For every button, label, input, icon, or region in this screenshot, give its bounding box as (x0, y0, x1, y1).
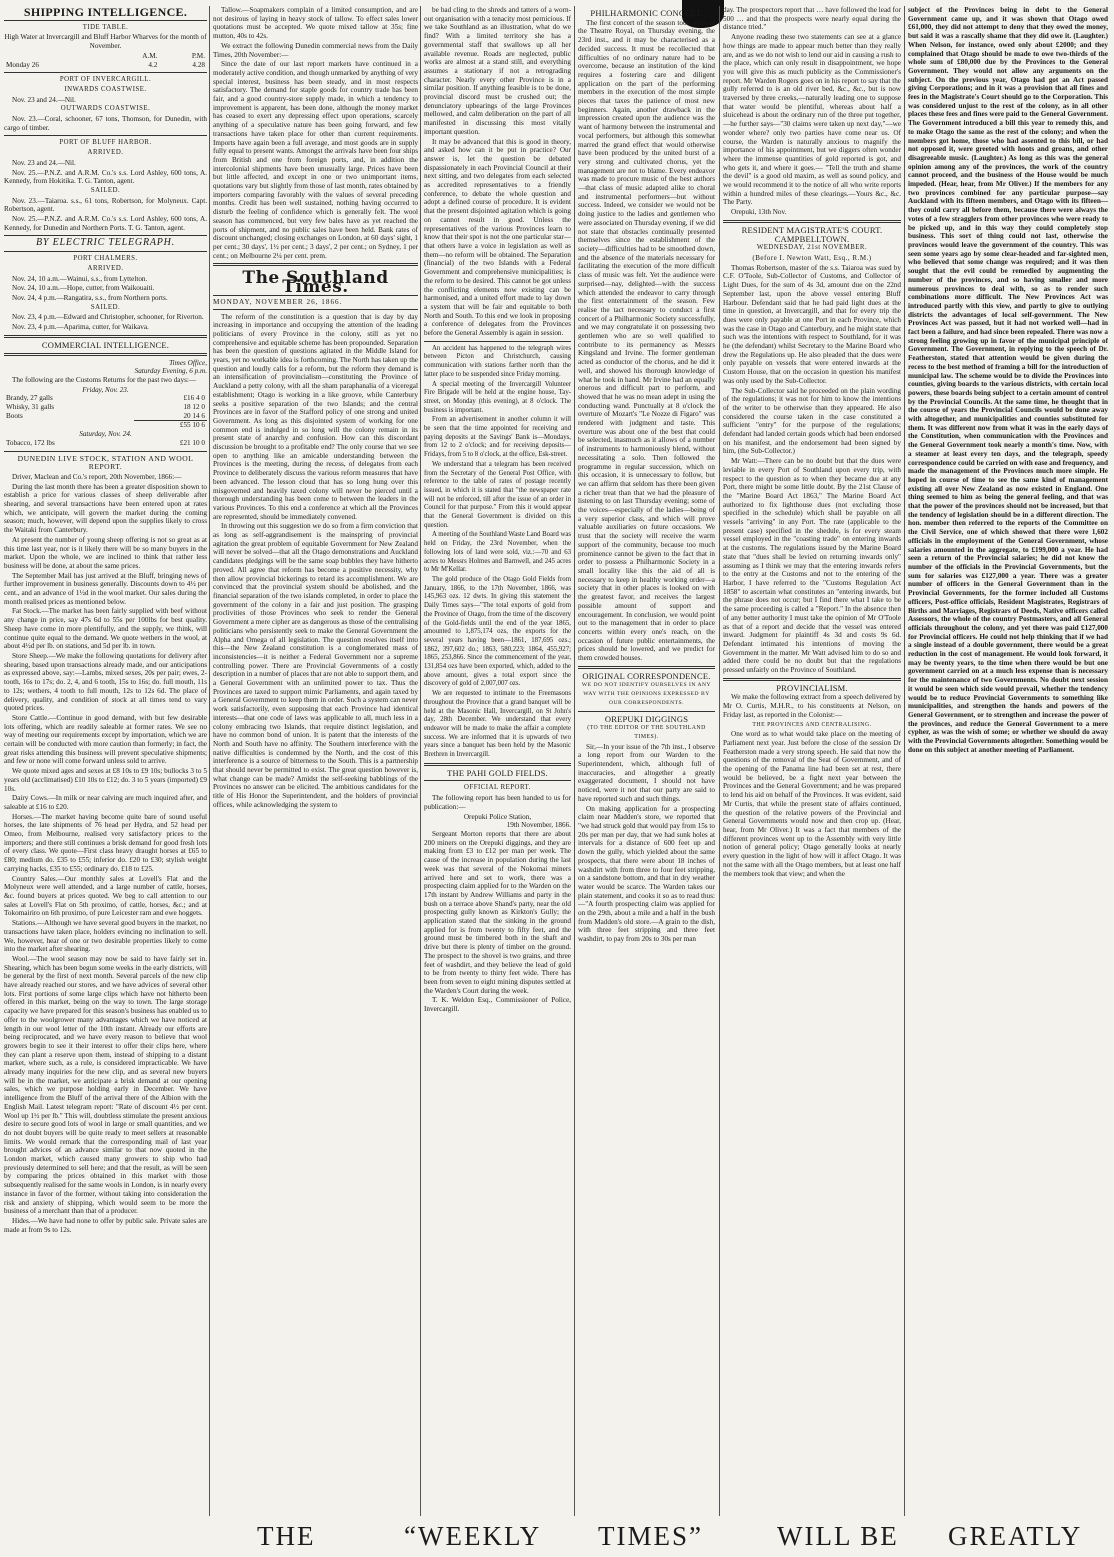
column-rule (209, 6, 210, 1516)
footer-word: GREATLY (948, 1521, 1083, 1551)
table-cell (4, 421, 134, 430)
provincialism-subheading: THE PROVINCES AND CENTRALISING. (752, 721, 872, 728)
pahi-subheading: OFFICIAL REPORT. (464, 784, 531, 792)
times-office: Times Office, (169, 358, 207, 367)
orepuki-to-editor: (TO THE EDITOR OF THE SOUTHLAND TIMES). (587, 725, 706, 740)
speech-continuation: subject of the Provinces being in debt to the General Government came up, and it was shown that Otago owed £61,000, they did not attempt to deny that they owed the money, but said it was a rascally shame that they did owe it. (Laughter.) When Nelson, for instance, owed only about £2000; and they complained that Otago should be made to owe two-thirds of the whole sum of £80,000 due by the Provinces to the General Government. They would not allow any arguments on the subject. On the previous year, Otago had got an Act passed giving Corporations; and in it was a provision that all fines and fees in the Magistrate's Court should go to the Corporation. This was considered unjust to the rest of the colony, as in all other places these fees and fines were paid to the General Government. The Government introduced a bill this year to remedy this, and to make Otago the same as the rest of the colony; and when the members got home, those who had assented to this bill, or had not opposed it, were greeted with hoots and groans, and other disagreeable music. (Laughter.) As long as this was the general opinion among any of the provinces, the work of the country cannot proceed, and the business of the House would be much impeded. (Hear, hear, from Mr Oliver.) If the members for any two provinces combined for any particular purpose—say Auckland with its fifteen members, and Otago with its fifteen—they could carry all before them, because there were always the votes of a few stragglers from other provinces who were ready to be picked up, and in this way they could completely stop business. This sort of thing could not last, otherwise the provinces would leave the government of the country. This was seen some years ago by some clear-headed and far-sighted men, who believed that some change was required; and it was then sought that the evil could be remedied by augmenting the number of the provinces, and so having smaller and more numerous provinces to deal with, so as to render such combinations more difficult. The New Provinces Act was introduced partly with this view, and partly to give to outlying districts the advantages of local self-government. The New Provinces Act was passed, but it had not worked well—had in fact been a failure, and had since been repealed. There was now a strong feeling growing up in favor of the municipal principle of Government. The Government, in replying to the speech of Dr. Featherston, stated that attention would be given during the recess to the best method of framing a bill for the introduction of municipal law. The scheme would be to divide the Provinces into counties, giving boards to the various districts, with certain local powers, these boards being subject to a certain amount of control by the Provincial Councils. At the same time, he thought that in the course of years the Provincial Councils would be done away with altogether, and municipalities and counties substituted for them. It was different now from what it was in the early days of the Constitution, when communication with the Provinces and the General Government took nearly a month's time. Now, with a steamer at least every ten days, and the telegraph, speedy correspondence could be carried on with ease and frequency, and made the management of the Provinces much more simple. He hoped in course of time to see the same kind of management existing all over New Zealand as now existed in England. One thing seemed to him as being the general feeling, and that was that the power of the provinces should not be increased, but that the tendency of legislation should be in a different direction. The hon. member then referred to the reports of the Committee on the Civil Service, one of which showed that there were 1,602 officials in the employment of the General Government, whose salaries amounted in the aggregate, to £199,000 a year. He had seen a return of the Provincial salaries; he did not know the number of the officials in the Provincial Governments, but the sum for salaries was £127,000 a year. There was a greater number of officers in the General Government than in the Provincial Governments, for the former included all Customs officers, Post-office officials, Resident Magistrates, Registrars of Births and Marriages, Registrars of Deeds, Native officers called Assessors, the whole of the country Postmasters, and all General officials throughout the colony, and yet there was paid £127,000 for Provincial officers. He could not help thinking that if we had a single instead of a double government, there would be a great reduction in the cost of management. He would look forward, it may be twenty years, to the time when there would be but one government carried on at a much less expense than is necessary for the maintenance of two Governments. No doubt next session it would be seen which side would prevail, whether the tendency would be to reduce Provincial Governments to something like municipalities, and strengthen the hands and powers of the General Government, or to strengthen and increase the power of the provinces, and reduce the General Government to a mere cypher, as was the wish of some; or whether we should do away with the Provincial Governments altogether. Something would be done on this subject at another meeting of Parliament. (908, 6, 1108, 754)
article-paragraph: Store Cattle.—Continue in good demand, with but few desirable lots offering, which are readily saleable at former rates. We see no way of meeting our requirements except by importation, which we are certain will be conducted with more caution than formerly; in fact, the great risks attending this business will prevent speculative shipments; and few or none will come forward unless sold to arrive. (4, 713, 207, 766)
shipping-entry: Nov. 23, 4 p.m.—Aparima, cutter, for Waikava. (12, 323, 149, 332)
philharmonic-heading: PHILHARMONIC CONCERT. (590, 8, 703, 18)
court-heading: RESIDENT MAGISTRATE'S COURT. CAMPBELLTOWN. (741, 224, 883, 244)
article-paragraph: During the last month there has been a greater disposition shown to establish a price for various classes of sheep deliverable after shearing, and several transactions have been entered upon at rates which, we anticipate, will govern the market during the coming season; much, however, will depend upon the supplies likely to cross the Waitaki from Canterbury. (4, 482, 207, 535)
article-paragraph: We quote mixed ages and sexes at £8 10s to £9 10s; bullocks 3 to 5 years old (acclimatised) £10 10s to £12; do. 3 to 5 years (imported) £9 10s. (4, 767, 207, 793)
pahi-heading: THE PAHI GOLD FIELDS. (447, 767, 548, 778)
shipping-entry: Nov. 23, 4 p.m.—Edward and Christopher, schooner, for Riverton. (12, 313, 204, 322)
inwards-heading: INWARDS COASTWISE. (64, 85, 147, 93)
dunedin-heading: DUNEDIN LIVE STOCK, STATION AND WOOL REPORT. (17, 453, 194, 472)
customs-table (4, 394, 207, 430)
article-paragraph: Since the date of our last report markets have continued in a moderately active condition, and though unmarked by anything of very special interest, business has been steady, and in most respects satisfactory. The demand for staple goods for country trade has been fair, and a good country-store supply made, in which a tendency to improvement is apparent, has been done, although the money market has ceased to exert any depressing effect upon operations, scarcely anything of a speculative nature has been going forward, and few transactions have taken place for other than current requirements. Imports have again been a full average, and most goods are in supply fully equal to present wants. Amongst the arrivals have been four ships from British and one from foreign ports, and, in addition the intercolonial shipments have been unusually large. Prices have been but little affected, and except in one or two unimportant items, quotations vary but slightly from those of last month, rates obtained by importers comparing favorably with the values of several preceding months. Credit has been well sustained, nothing having occurred to disturb the feeling of confidence which is generally felt. The wool season has commenced, but very few bales have as yet reached the ports of shipment, and no public sales have been held. Bank rates of discount unchanged; closing exchanges on London, at 60 days' sight, 1 per cent.; 30 days', 1½ per cent.; 3 days', 2 per cent.; on Sydney, 1 per cent.; on Melbourne 2¼ per cent. prem. (213, 60, 418, 260)
divider (4, 335, 207, 338)
article-paragraph: Stations.—Although we have several good buyers in the market, no transactions have taken place, holders evincing no inclination to sell. We, however, hear of one or two desirable properties likely to come into the market after shearing. (4, 919, 207, 954)
commercial-heading: COMMERCIAL INTELLIGENCE. (41, 339, 170, 350)
article-paragraph: Country Sales.—Our monthly sales at Lovell's Flat and the Molyneux were well attended, and a large number of cattle, horses, &c. found buyers at prices quoted. We beg to call attention to our sales at Lovell's Flat on 5th proximo, of cattle, horses, &c.; and at Tokomairiro on 6th proximo, of pure Leicester ram and ewe hoggets. (4, 874, 207, 918)
orepuki-heading: OREPUKI DIGGINGS (604, 713, 689, 724)
letter-paragraph: Sir,—In your issue of the 7th inst., I observe a long report from our Warden to the Superintendent, which, although full of inaccuracies, and altogether a greatly exaggerated document, I should not have noticed, were it not that our party are said to have reported such and such things. (578, 742, 715, 803)
pahi-body: Sergeant Morton reports that there are about 200 miners on the Orepuki diggings, and they are making from £3 to £12 per man per week. The cause of the increase in population during the last week was that several of the Nokomai miners arrived here and set to work, there was a prospecting claim applied for to the Warden on the 17th instant by Andrew Williams and party in the bush on a terrace above Shand's party, near the old prospecting gully known as Kirkton's Gully; the application stated that the sinking in the ground applied for is from twenty to fifty feet, and the ground must be timbered both in the shaft and drive but there is plenty of timber on the ground. The prospect to the shovel is two grains, and three feet of washdirt, and they believe the lead of gold to be from twenty to thirty feet wide. There has been from seven to eight mining disputes settled at the Warden's Court during the week. (424, 829, 571, 995)
table-row (4, 421, 207, 430)
news-item: A special meeting of the Invercargill Volunteer Fire Brigade will be held at the engine house, Tay-street, on Monday (this evening), at 8 o'clock. The business is important. (424, 380, 571, 414)
divider (723, 678, 901, 681)
customs-intro: The following are the Customs Returns for the past two days:— (12, 375, 197, 384)
article-paragraph: Hides.—We have had none to offer by public sale. Private sales are made at from 9s to 12s. (4, 1217, 207, 1234)
court-date: WEDNESDAY, 21st NOVEMBER. (756, 244, 868, 252)
divider (578, 711, 715, 712)
pahi-date: 19th November, 1866. (506, 821, 571, 830)
table-cell: £21 10 0 (179, 438, 205, 447)
news-item: We understand that a telegram has been received from the Secretary of the General Post Office, with reference to the table of rates of postage recently issued, in which it is stated that "the newspaper rate will not be enforced, till after the issue of an order in Council for that purpose." From this it would appear that the General Government is divided on this question. (424, 460, 571, 529)
column-provincialism-cont (908, 6, 1108, 1511)
divider (723, 220, 901, 223)
sailed-heading: SAILED. (90, 186, 121, 194)
table-cell: 4.2 (148, 60, 158, 69)
port-chalmers-heading: PORT CHALMERS. (73, 255, 138, 263)
divider (4, 235, 207, 236)
divider (4, 251, 207, 252)
pahi-station: Orepuki Police Station, (463, 812, 532, 821)
port-bluff-heading: PORT OF BLUFF HARBOR. (59, 139, 152, 147)
provincialism-body: One word as to what would take place on the meeting of Parliament next year. Just before the close of the session Dr Featherston made a very strong speech. He said that now the questions of the removal of the Seat of Government, and of the opening of the Panama line had been set at rest, there would be believed, be a fight next year between the Provinces and the General Government; and he was prepared to lend his aid on behalf of the Provinces. It was evident, said Mr Curtis, that while the present state of affairs continued, the question of the relative powers of the Provincial and General Governments would now and then crop up. (Hear, hear, from Mr Oliver.) It was a fact that members of the different provinces went up to the Assembly with very little notion of general policy; Otago generally looks at nearly every question in the light of how will it affect Otago. It was not the same with all the Otago members, but at least one half the members took that view; and when the (723, 730, 901, 878)
footer-word: TIMES” (598, 1521, 703, 1551)
dunedin-byline: Driver, Maclean and Co.'s report, 20th November, 1866:— (12, 472, 182, 481)
tide-subheading: High Water at Invercargill and Bluff Harbor Wharves for the month of November. (4, 33, 207, 51)
telegraph-heading: BY ELECTRIC TELEGRAPH. (36, 237, 175, 249)
letter-paragraph: Anyone reading these two statements can see at a glance how things are made to appear much better than they really are, and as we do not wish to lend our aid in causing a rush to the place, which can only result in disappointment, we hope you will give this as much publicity as the Commissioner's report. Mr Warden Rogers goes on in his report to say that the gully referred to is an old river bed, &c., &c., but is now traversed by three creeks,—naturally leading one to suppose that water would be plentiful, whereas about half a sluicehead is about the ordinary run of the three put together,—he further says—"30 claims were taken up next day,"—we wonder where? only two parties have come near us. Of course, the Warden is naturally anxious to magnify the importance of his appointment, but we diggers often wonder where the immense quantities of gold reported is got, and who gets it, and where it goes.— "Tell the truth and shame the devil" is a good old maxim, as well as sound policy, and we would recommend it to the notice of all who write reports within a hundred miles of these clearings.—Yours &c., &c. The Party. (723, 33, 901, 207)
pahi-intro: The following report has been handed to us for publication:— (424, 794, 571, 811)
divider (424, 763, 571, 766)
column-court (723, 6, 901, 1511)
tide-heading: TIDE TABLE. (82, 23, 129, 31)
article-paragraph: Store Sheep.—We make the following quotations for delivery after shearing, based upon transactions already made, and our anticipations as expressed above, say:—Lambs, mixed sexes, 20s per pair; ewes, 2-tooth, 16s to 17s; do. 2, 4, and 6 tooth, 15s to 16s; do. full mouth, 11s to 12s; wethers, 4 tooth to full mouth, 12s to 12s 6d. The place of delivery, quality, and condition of stock at all times tend to vary quoted prices. (4, 652, 207, 713)
divider (213, 263, 418, 266)
table-cell: Brandy, 27 galls (6, 394, 53, 403)
article-paragraph: Wool.—The wool season may now be said to have fairly set in. Shearing, which has been begun some weeks in the early districts, will be general by the first of next month. Several parcels of the new clip have already reached our stores, and we have advices of several other lots. First portions of some large clips which have not hitherto been offered in this market, being on the way to town. The large storage capacity we have prepared for this season's business has enabled us to offer to the woolgrower many advantages which we have noticed at length in our wool letter of the 10th instant. Already our efforts are being reciprocated, and we have every reason to believe that wool growers begin to see it their interest to offer their clips here, where they can plant a reserve upon them, instead of shipping to a distant market, where such, as a rule, is considered impracticable. We have already many inquiries for the new clip, and as several new buyers will be in the market, we anticipate a brisk demand at our opening sales, which we purpose holding early in December. We have intelligence from the Bluff of the arrival there of the Albion with the English Mail. Latest telegram report: "Rate of discount 4½ per cent. Wool up 1½ per lb." This will, doubtless stimulate the present anxious desire to secure good lots of wool in large or small quantities, and we do not doubt buyers will be quite ready to meet sellers at reasonable limits. We would remark that the corresponding mail of last year brought advices of an advance similar to that now quoted in the London market, which caused many growers to ship who had previously determined to sell here; and that the result, as will be seen by comparing the prices obtained in this market with those subsequently realised for the same wools in London, is in nearly every instance in favor of the former, without taking into consideration the risk and anxiety of shipping, which would seem to be more the business of a merchant than that of a producer. (4, 954, 207, 1216)
shipping-entry: Nov. 24, 10 a.m.—Wainui, s.s., from Lyttelton. (12, 274, 148, 283)
tide-table (4, 52, 207, 69)
article-paragraph: At present the number of young sheep offering is not so great as at this time last year, nor is it likely there will be so many buyers in the market. Upon the whole, we are inclined to think that rather less business will be done, at about the same prices. (4, 535, 207, 570)
table-cell: Tobacco, 172 lbs (6, 438, 55, 447)
divider (4, 451, 207, 452)
divider (424, 780, 571, 781)
news-item: From an advertisement in another column it will be seen that the time appointed for receiving and paying deposits at the Savings' Bank is—Mondays, from 12 to 2 o'clock; and for receiving deposits—Fridays, from 5 to 8 o'clock, at the office, Esk-street. (424, 416, 571, 459)
table-cell: A.M. (142, 51, 158, 60)
column-rule (904, 6, 905, 1516)
court-paragraph: Thomas Robertson, master of the s.s. Taiaroa was sued by C.F. O'Toole, Sub-Collector of Customs, and Collector of Light Dues, for the sum of 4s 3d, amount due on the 22nd September last, upon the above vessel entering Bluff Harbour. Defendant said that he had paid light dues at the time in question, at Invercargill, and that for every trip the dues were only payable at one Port in each Province, which was the case in Otago and Canterbury, and he might state that such was the intentions with respect to Southland, for it was he (the defendant) whilst Secretary to the Marine Board who drew the Regulations up. He also pleaded that the dues were only payable on vessels that were entered inwards at the Custom House, that on the occasion in question his manifest was only used by the Sub-Collector. (723, 263, 901, 385)
article-paragraph: Fat Stock.—The market has been fairly supplied with beef without any change in price, say 47s 6d to 55s per 100lbs for best quality. Sheep have come in more plentifully, and the supply, we think, will continue quite equal to the demand. We quote wethers in the wool, at about 4½d per lb. on stations, and 5d per lb. in town. (4, 607, 207, 651)
table-row (4, 403, 207, 412)
court-paragraph: The Sub-Collector said he proceeded on the plain wording of the regulations; it was not for him to know the intentions of the writer to be otherwise than they appeared. He also considered the course taken in the case constituted a sufficient "entry" for the purpose of the regulations; defendant had landed certain goods which had been endorsed on his manifest, and the endorsement had been signed by him, (the Sub-Collector.) (723, 386, 901, 456)
table-cell: £16 4 0 (183, 394, 205, 403)
table-cell: Whisky, 31 galls (6, 403, 55, 412)
table-cell: Boots (6, 411, 23, 420)
outwards-heading: OUTWARDS COASTWISE. (60, 105, 151, 113)
provincialism-intro: We make the following extract from a speech delivered by Mr O. Curtis, M.H.R., to his constituents at Nelson, on Friday last, as reported in the Colonist:— (723, 693, 901, 719)
news-item: An accident has happened to the telegraph wires between Picton and Christchurch, causing communication with stations farther north than the latter place to be suspended since Friday morning. (424, 344, 571, 378)
divider (4, 353, 207, 356)
table-row (4, 439, 207, 448)
article-paragraph: Horses.—The market having become quite bare of sound useful horses, the late shipments of 76 head per Hydra, and 52 head per Omeo, from Melbourne, realised very satisfactory prices to the importers; and there still continues a brisk demand for good fresh lots of every class. We quote—First class heavy draught horses at £65 to £80; medium do. £35 to £55; inferior do. £20 to £30; stylish weight carrying hacks, £35 to £55; ordinary do. £18 to £25. (4, 812, 207, 873)
customs-table (4, 439, 207, 448)
news-item: A meeting of the Southland Waste Land Board was held on Friday, the 23rd November, when the following lots of land were sold, viz.:—70 and 63 acres to Messrs Holmes and Barnwell, and 245 acres to Mr M'Kellar. (424, 531, 571, 574)
shipping-entry: Nov. 23.—Taiaroa. s.s., 61 tons, Robertson, for Molyneux. Capt. Robertson, agent. (4, 196, 207, 214)
correspondence-heading: ORIGINAL CORRESPONDENCE. (582, 670, 711, 681)
correspondence-disclaimer: WE DO NOT IDENTIFY OURSELVES IN ANY WAY WITH THE OPINIONS EXPRESSED BY OUR CORRESPONDENTS. (581, 682, 712, 706)
article-paragraph: We extract the following Dunedin commercial news from the Daily Times, 20th November:— (213, 41, 418, 59)
footer-word: THE (257, 1521, 316, 1551)
friday-heading: Friday, Nov. 23. (82, 385, 129, 394)
letter-paragraph: On making application for a prospecting claim near Madden's store, we reported that "we had struck gold that would pay from 15s to 20s per man per day, that we had sunk holes at intervals for a distance of 600 feet up and down the gully, which yielded about the same prospects, that there were about 18 inches of washdirt with from three to four feet stripping, on a sandstone bottom, and that in dry weather water would be scarce. The Warden takes our plain statement, and cooks it so as to read thus:—"A fourth prospecting claim was applied for on the 29th, about a mile and a half in the bush from Madden's old store.—A grain to the dish, with three feet stripping and three feet washdirt, to pay from 20s to 30s per man (578, 804, 715, 944)
news-item: The gold produce of the Otago Gold Fields from January, 1866, to the 17th November, 1866, was 145,963 ozs. 12 dwts. In giving this statement the Daily Times says—"The total exports of gold from the Province of Otago, from the time of the discovery of the Gold-fields until the end of the year 1865, amounted to 1,875,174 ozs, the exports for the several years having been—1861, 187,695 ozs.; 1862, 397,602 do.; 1863, 580,223; 1864, 455,927; 1865, 253,866. Since the commencement of the year, 131,854 ozs have been exported, which, added to the above amount, gives a total export since the discovery of gold of 2,007,007 ozs. (424, 576, 571, 688)
leader-paragraph: It may be advanced that this is good in theory, and asked how can it be put in practice? Our answer is, let the question be debated dispassionately in each Provincial Council at their next sitting, and two delegates from each selected as accredited representatives to a friendly conference, to debate the whole question and adopt a defined course of procedure. It is evident that the present disjointed agitation which is going on cannot result in good. Unless the representatives of the various Provinces learn to know that their spot is not the one particular star—that others have a voice in legislation as well as them—no reform will be obtained. The Separation (financial) of the two Islands with a Federal Government and comprehensive municipalities; is the reform to be desired. This cannot be got unless the conflicting elements now existing can be harmonised, and a united effort made to lay down a system that will be fair and equitable to both North and South. To this end we look in proposing a conference of delegates from the Provinces before the General Assembly is again in session. (424, 137, 571, 338)
column-commercial-leader (213, 6, 418, 1511)
shipping-heading: SHIPPING INTELLIGENCE. (23, 6, 188, 19)
shipping-entry: Nov. 25.—P.N.Z. and A.R.M. Co.'s s.s. Lord Ashley, 600 tons, A. Kennedy, for Dunedin and Northern Ports. T. G. Tanton, agent. (4, 215, 207, 232)
arrived-heading: ARRIVED. (87, 264, 124, 272)
pahi-signature: T. K. Weldon Esq., Commissioner of Police, Invercargill. (424, 996, 571, 1014)
column-concert (578, 6, 715, 1511)
leader-paragraph: be bad cling to the shreds and tatters of a worn-out organisation with a tenacity most pernicious. If we take Southland as an illustration, what do we find? With a limited territory she has a governmental staff that swallows up all her available revenue. Roads are neglected, public works are almost at a stand still, and everything assumes a stationary if not a retrograding character. Nearly every other Province is in a similar position. If anything feasible is to be done, provincial discord must be crushed out; the denunciatory upbearings of the large Provinces mellowed, and calm deliberation on the part of all manifested in discussing this most vitally important question. (424, 6, 571, 136)
letter-paragraph: Orepuki, 13th Nov. (731, 208, 787, 217)
article-paragraph: The September Mail has just arrived at the Bluff, bringing news of further improvement in business generally. Discounts down to 4½ per cent., and an advance of 1½d in the wool market. Our sales during the month realised prices as mentioned below. (4, 571, 207, 606)
shipping-entry: Nov. 24, 4 p.m.—Rangatira, s.s., from Northern ports. (12, 293, 168, 302)
leader-paragraph: In throwing out this suggestion we do so from a firm conviction that as long as self-aggrandisement is the mainspring of provincial agitation the great problem of equitable Government for New Zealand will never be solved—that all the Otago demonstrations and Auckland candidates pledgings will be the same soap bubbles they have hitherto proved. All agree that reform has become a positive necessity, why then allow provincial bickerings to retard its accomplishment. We are convinced that the provincial system should be abolished, and the financial separation of the two islands completed, in order to place the government of the colony in a fair and just position. The grasping proclivities of those Provinces who seek to render the General Government a mere cipher are as dangerous as those of the centralising politicians who persistently seek to make the General Government the Alpha and Omega of all legislation. The question resolves itself into this—the New Zealand constitution is a conglomerated mass of inconsistencies—it is neither a Federal Government nor a supreme controlling power. There are Provincial Governments of a costly description in a number of places that are not able to support them, and a General Government with an unlimited power to tax. Thus the Provinces are taxed to support mimic Parliaments, and again taxed by a General Government to keep them in order. Such a system can never work satisfactorily, even supposing that each Province had identical interests—that one code of laws was applicable to all, much less in a colony embracing two Islands, that require distinct legislation, and have no common bond of union. It is patent that the interests of the North and South have no affinity. The Southern interference with the native difficulties is condemned by the North, and the cost of this interference is a source of bitterness to the South. This is a partnership that should never be permitted to exist. The great question however is, what change can be made? Amidst the self-seeking babblings of the Provinces no answer can be elicited. The ambitious candidates for the title of His Honor the Superintendent, and the holders of provincial offices, while acknowledging the system to (213, 522, 418, 809)
shipping-entry: Nov. 25.—P.N.Z. and A.R.M. Co.'s s.s. Lord Ashley, 600 tons, A. Kennedy, from Hokitika. T. G. Tanton, agent. (4, 168, 207, 186)
table-row (4, 412, 207, 421)
saturday-heading: Saturday, Nov. 24. (79, 430, 132, 439)
column-rule (420, 6, 421, 1516)
article-paragraph: Tallow.—Soapmakers complain of a limited consumption, and are not desirous of laying in heavy stock of tallow. To effect sales lower quotations must be accepted. We quote mixed tallow at 35s; fine mutton, 40s to 42s. (213, 6, 418, 41)
column-news (424, 6, 571, 1511)
provincialism-heading: PROVINCIALISM. (776, 682, 848, 693)
divider (4, 20, 207, 21)
table-cell: 18 12 0 (183, 403, 205, 412)
news-item: We are requested to intimate to the Freemasons throughout the Province that a grand banquet will be held at the Masonic Hall, Invercargill, on St John's day, 28th December. We understand that every endeavor will be made to make the affair a complete success. We are informed that it is upwards of two years since a banquet has been held by the Masonic Brethren in Invercargill. (424, 690, 571, 759)
column-rule (574, 6, 575, 1516)
column-shipping (4, 6, 207, 1511)
tide-table-row (4, 61, 207, 70)
masthead: The Southland Times. (242, 268, 389, 298)
arrived-heading: ARRIVED. (87, 149, 124, 157)
table-cell: £55 10 6 (134, 421, 207, 430)
footer-word: “WEEKLY (404, 1521, 542, 1551)
dateline: MONDAY, NOVEMBER 26, 1866. (213, 295, 418, 310)
letter-continuation: day. The prospectors report that … have followed the lead for 500 … and that the prospects were nearly equal during the distance tried." (723, 6, 901, 32)
table-cell: Monday 26 (6, 60, 39, 69)
table-cell: P.M. (191, 51, 205, 60)
tide-table-header (4, 52, 207, 61)
article-paragraph: Dairy Cows.—In milk or near calving are much inquired after, and saleable at £16 to £20. (4, 794, 207, 811)
leader-paragraph: The reform of the constitution is a question that is day by day increasing in importance and occupying the attention of the leading politicians of every Province in the colony, still as yet no comprehensive and equitable scheme has been propounded. Separation has been the question of questions agitated in the Middle Island for years, yet no workable idea is forthcoming. The North has taken up the question and loudly calls for a reform, but the reform they demand is an intensification of provincialism—constituting the Province of Auckland a petty colony, with all the sham paraphanalia of a viceregal establishment; Otago is working in a like groove, while Canterbury seeks a positive separation of the two Islands; and the central Provinces are in favor of the Stafford policy of one strong and united Government. As long as this disjointed system of working for one common end is indulged in so long will the colony remain in its present state of anarchy and confusion. How can this discordant discussion be brought to a profitable end? The only course that we see open to anything like an amicable understanding between the Provinces is the meeting, during the recess, of delegates from each Province to deliberately discuss the various reform measures that have been advanced. The lesson cloud that has so long hung over this misgoverned and heavily taxed colony will never be pierced until a thorough understanding has been come to between the leaders in the various Provinces. To this end a conference at which all the Provinces are represented, should be immediately convened. (213, 312, 418, 521)
divider (424, 341, 571, 342)
table-cell (4, 52, 106, 61)
footer-word: WILL BE (777, 1521, 899, 1551)
divider (4, 135, 207, 136)
table-row (4, 394, 207, 403)
port-invercargill-heading: PORT OF INVERCARGILL. (59, 76, 152, 84)
column-rule (719, 6, 720, 1516)
article-paragraph: The first concert of the season took place at the Theatre Royal, on Thursday evening, the 23rd inst., and it may be characterised as a decided success. It must be recollected that difficulties of no ordinary nature had to be overcome, because an institution of the kind requires a fostering care and diligent application on the part of the performing members in the execution of the most simple pieces that taxes the patience of most new beginners. Again, another drawback in the impression created upon the audience was the want of harmony between the instrumental and vocal performers, but although this somewhat marred the grand effect that would otherwise have been produced by the united burst of a very strong and cultivated chorus, yet the management are not to blame. Every endeavor was made to procure music of the best authors—that class of music adapted alike to choral and instrumental performers—but without success. Indeed, we consider we would not be doing justice to the ladies and gentlemen who were associated on Thursday evening, if we did not state that obstacles continually presented themselves since the establishment of the society—difficulties had to be smoothed down, and the absence of the materials necessary for facilitating the execution of the more difficult class of music was felt. Yet the audience were surprised—nay, delighted—with the success which attended the endeavor to carry through the first entertainment of the season. Few realise the tact necessary to conduct a first concert of a Philharmonic Society successfully, and we may congratulate it on possessing two gentlemen who are so well qualified to contribute to its permanency as Messrs Kingsland and Irvine. The former gentleman acted as conductor of the chorus, and he did it well, and showed his thorough knowledge of what he took in hand. Mr Irvine had an equally onerous and difficult part to perform, and showed that he was no mean adept in using the conducting wand. Punctually at 8 o'clock the overture of Mozart's "Le Nozze di Figaro" was rendered with judgment and taste. This overture was about one of the best that could be selected, inasmuch as it allows of a number of instruments to harmoniously blend, without necessitating a solo. Then followed the programme in regular succession, which on this occasion, it is unnecessary to follow, but we can affirm that seldom has there been given a richer treat than that we had the pleasure of listening to on last Thursday evening; some of the voices—especially of the ladies—being of a very superior class, and which will prove valuable auxiliaries on future occasions. We trust that the society will receive the warm support of the community, because too much prominence cannot be given to the fact that in order to possess a Philharmonic Society in a small locality like this the aid of all is necessary to keep in healthy working order—a society that in other places is looked on with the greatest favor, and receives the largest possible amount of support and encouragement. In conclusion, we would point out to the management that in order to place concerts within every one's reach, on the occasion of future public entertainments, the prices should be lowered, and we predict for them crowded houses. (578, 18, 715, 663)
divider (578, 666, 715, 669)
shipping-entry: Nov. 23 and 24.—Nil. (12, 95, 76, 104)
court-paragraph: Mr Watt:—There can be no doubt but that the dues were leviable in every Port of Southland upon every trip, with respect to the question as to when they became due at any Port, there might be some little doubt. By the 21st Clause of the "Marine Board Act 1863," The Marine Board Act authorized to fix lighthouse dues (not excluding those specified in the schedule) which shall be payable on all vessels "arriving" in any Port. The rate (applicable to the present case) specified in the shedule, is for every steam vessel employed in the "coasting trade" on entering inwards at the customs. The regulations issued by the Marine Board state that "dues shall be levied on returning inwards only" assuming as I think we may that the entering inwards refers to the entry at the Customs and not to the entering of the Harbor, I have referred to the "Customs Regulation Act 1858" to ascertain what constitutes an "entering inwards, but the phrase does not occur; but I find there what I take to be the same proceeding is called a "Report." In the absence then of any better authority I must take the opinion of Mr O'Toole as that of a report and decide that the vessel was entered inward. Judgment for plaintiff 4s 3d and costs 9s 6d. Defendant intimated his intentions of moving the Government in the matter. Mr Watt advised him to do so and added there could be no doubt but that the regulations pressed unfairly on the Province of Southland. (723, 457, 901, 675)
shipping-entry: Nov. 24, 10 a.m.—Hope, cutter, from Waikouaiti. (12, 284, 155, 293)
sailed-heading: SAILED. (90, 303, 121, 311)
divider (4, 72, 207, 73)
shipping-entry: Nov. 23.—Coral, schooner, 67 tons, Thomson, for Dunedin, with cargo of timber. (4, 115, 207, 132)
shipping-entry: Nov. 23 and 24.—Nil. (12, 158, 76, 167)
court-before: (Before I. Newton Watt, Esq., R.M.) (752, 253, 872, 262)
table-cell: 4.28 (192, 60, 205, 69)
times-date: Saturday Evening, 6 p.m. (134, 367, 207, 376)
table-cell: 20 14 6 (183, 411, 205, 420)
